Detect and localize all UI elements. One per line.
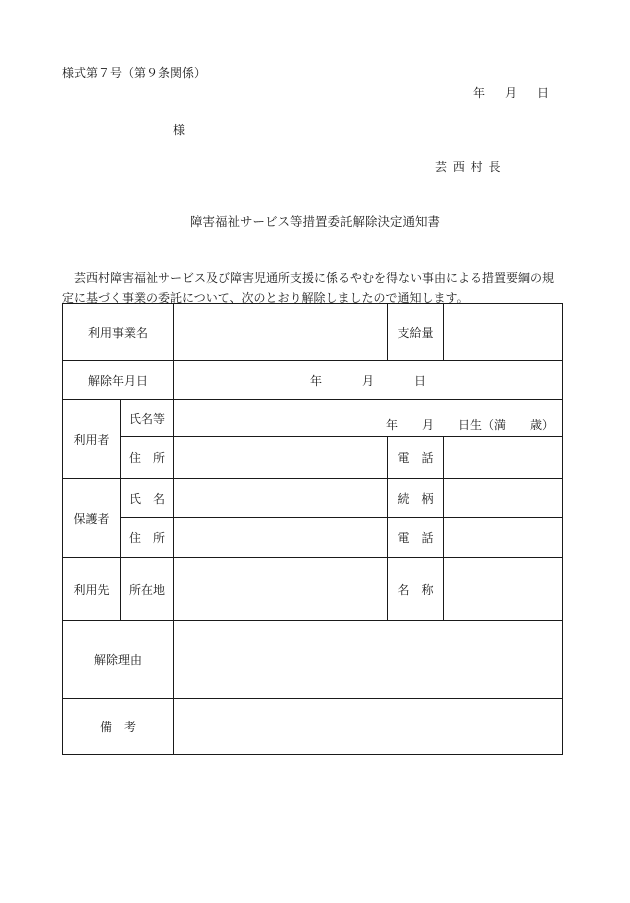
table-row <box>63 304 563 361</box>
cancellation-form-table <box>62 303 563 755</box>
table-row <box>63 437 563 479</box>
table-row <box>63 400 563 437</box>
guardian-name-label: 氏 名 <box>121 479 174 518</box>
supply-amount-label: 支給量 <box>388 304 444 361</box>
cancel-date-label: 解除年月日 <box>63 361 174 400</box>
notice-body-line-2: 定に基づく事業の委託について、次のとおり解除しましたので通知します。 <box>62 291 469 305</box>
user-name-label: 氏名等 <box>121 400 174 437</box>
location-field[interactable] <box>174 558 388 621</box>
table-row <box>63 361 563 400</box>
guardian-phone-field[interactable] <box>444 518 563 558</box>
cancel-date-field[interactable] <box>174 361 563 400</box>
service-provider-label: 利用事業名 <box>63 304 174 361</box>
date-month: 月 <box>505 86 518 100</box>
cancel-date-month: 月 <box>362 373 375 388</box>
form-number: 様式第７号（第９条関係） <box>62 66 207 80</box>
addressee-suffix: 様 <box>173 123 186 137</box>
remarks-label: 備 考 <box>63 699 174 755</box>
date-day: 日 <box>537 86 550 100</box>
issuer-name: 芸 西 村 長 <box>435 160 502 174</box>
guardian-name-field[interactable] <box>174 479 388 518</box>
facility-name-field[interactable] <box>444 558 563 621</box>
guardian-relation-field[interactable] <box>444 479 563 518</box>
table-row <box>63 621 563 699</box>
table-row <box>63 518 563 558</box>
document-title: 障害福祉サービス等措置委託解除決定通知書 <box>189 214 440 229</box>
notice-body-line-1: 芸西村障害福祉サービス及び障害児通所支援に係るやむを得ない事由による措置要綱の規 <box>74 271 555 285</box>
user-birth-date: 年 月 日生（満 歳） <box>386 418 555 432</box>
reason-field[interactable] <box>174 621 563 699</box>
cancel-date-day: 日 <box>414 373 427 388</box>
guardian-address-field[interactable] <box>174 518 388 558</box>
guardian-relation-label: 続 柄 <box>388 479 444 518</box>
facility-name-label: 名 称 <box>388 558 444 621</box>
remarks-field[interactable] <box>174 699 563 755</box>
user-address-label: 住 所 <box>121 437 174 479</box>
cancel-date-year: 年 <box>309 373 322 388</box>
notice-body <box>62 268 562 308</box>
table-row <box>63 558 563 621</box>
table-row <box>63 479 563 518</box>
supply-amount-field[interactable] <box>444 304 563 361</box>
destination-label: 利用先 <box>63 558 121 621</box>
guardian-address-label: 住 所 <box>121 518 174 558</box>
user-name-field[interactable] <box>174 400 563 437</box>
location-label: 所在地 <box>121 558 174 621</box>
user-label: 利用者 <box>63 400 121 479</box>
date-year: 年 <box>473 86 486 100</box>
reason-label: 解除理由 <box>63 621 174 699</box>
user-phone-field[interactable] <box>444 437 563 479</box>
guardian-label: 保護者 <box>63 479 121 558</box>
issue-date <box>473 84 549 101</box>
user-address-field[interactable] <box>174 437 388 479</box>
service-provider-field[interactable] <box>174 304 388 361</box>
table-row <box>63 699 563 755</box>
user-phone-label: 電 話 <box>388 437 444 479</box>
guardian-phone-label: 電 話 <box>388 518 444 558</box>
